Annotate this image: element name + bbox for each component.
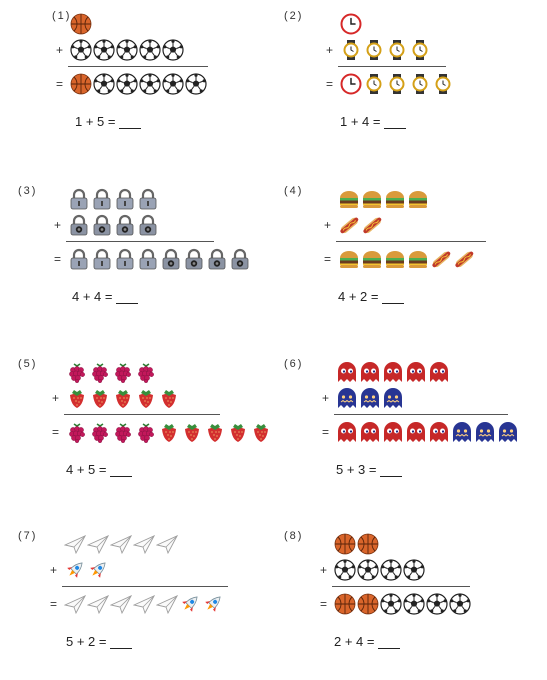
clock-icon	[340, 13, 362, 35]
strawberry-icon	[158, 421, 180, 443]
equation-text: 1 + 4 =	[340, 114, 381, 129]
second-addend-icons	[66, 387, 180, 409]
strawberry-icon	[204, 421, 226, 443]
sum-line	[334, 414, 508, 415]
plus-sign: +	[322, 391, 330, 405]
soccer-icon	[93, 39, 115, 61]
lock-icon	[137, 248, 159, 270]
addend-row	[340, 12, 362, 36]
result-icons	[68, 248, 251, 270]
sum-line	[336, 241, 486, 242]
soccer-icon	[70, 39, 92, 61]
problem-8	[284, 530, 544, 680]
hotdog-icon	[430, 248, 452, 270]
equation-text: 4 + 2 =	[338, 289, 379, 304]
burger-icon	[338, 248, 360, 270]
strawberry-icon	[135, 387, 157, 409]
ghost-red-icon	[382, 361, 404, 383]
plus-sign: +	[326, 43, 334, 57]
equation-text: 4 + 5 =	[66, 462, 107, 477]
ghost-blue-icon	[382, 387, 404, 409]
rocket-icon	[64, 559, 86, 581]
addend-row	[336, 360, 450, 384]
second-addend-icons	[68, 214, 159, 236]
raspberry-icon	[89, 361, 111, 383]
answer-blank[interactable]	[378, 636, 400, 649]
plane-icon	[64, 593, 86, 615]
raspberry-icon	[112, 421, 134, 443]
result-row	[320, 592, 471, 616]
rocket-icon	[87, 559, 109, 581]
second-addend-row	[322, 386, 404, 410]
second-addend-icons	[64, 559, 109, 581]
burger-icon	[338, 188, 360, 210]
raspberry-icon	[66, 361, 88, 383]
soccer-icon	[380, 593, 402, 615]
basketball-icon	[334, 533, 356, 555]
watch-icon	[363, 73, 385, 95]
plane-icon	[133, 593, 155, 615]
ghost-blue-icon	[497, 421, 519, 443]
problem-number: (1)	[52, 10, 72, 22]
hotdog-icon	[453, 248, 475, 270]
raspberry-icon	[135, 361, 157, 383]
problem-2	[284, 10, 544, 160]
strawberry-icon	[181, 421, 203, 443]
answer-blank[interactable]	[110, 464, 132, 477]
second-addend-row	[324, 213, 383, 237]
first-addend-icons	[68, 188, 159, 210]
first-addend-icons	[336, 361, 450, 383]
problem-6	[284, 358, 544, 508]
lock2-icon	[68, 214, 90, 236]
sum-line	[62, 586, 228, 587]
result-icons	[66, 421, 272, 443]
lock2-icon	[206, 248, 228, 270]
hotdog-icon	[338, 214, 360, 236]
lock-icon	[68, 248, 90, 270]
soccer-icon	[162, 39, 184, 61]
plus-sign: +	[52, 391, 60, 405]
watch-icon	[386, 73, 408, 95]
watch-icon	[409, 39, 431, 61]
problem-number: (8)	[284, 530, 304, 542]
plane-icon	[87, 593, 109, 615]
addend-row	[70, 12, 92, 36]
first-addend-icons	[64, 533, 178, 555]
result-row	[56, 72, 207, 96]
result-icons	[340, 73, 454, 95]
soccer-icon	[357, 559, 379, 581]
ghost-red-icon	[428, 361, 450, 383]
sum-line	[332, 586, 470, 587]
burger-icon	[407, 188, 429, 210]
result-row	[326, 72, 454, 96]
soccer-icon	[162, 73, 184, 95]
burger-icon	[361, 248, 383, 270]
soccer-icon	[185, 73, 207, 95]
second-addend-icons	[336, 387, 404, 409]
result-icons	[334, 593, 471, 615]
equation-text: 4 + 4 =	[72, 289, 113, 304]
basketball-icon	[357, 593, 379, 615]
equals-sign: =	[54, 252, 62, 266]
sum-line	[66, 241, 214, 242]
strawberry-icon	[89, 387, 111, 409]
equation	[336, 462, 402, 477]
problem-number: (6)	[284, 358, 304, 370]
ghost-red-icon	[382, 421, 404, 443]
soccer-icon	[93, 73, 115, 95]
addend-row	[338, 187, 429, 211]
ghost-red-icon	[336, 421, 358, 443]
equation-text: 2 + 4 =	[334, 634, 375, 649]
basketball-icon	[70, 13, 92, 35]
rocket-icon	[202, 593, 224, 615]
equation	[75, 114, 141, 129]
raspberry-icon	[66, 421, 88, 443]
problem-number: (3)	[18, 185, 38, 197]
problem-5	[18, 358, 278, 508]
rocket-icon	[179, 593, 201, 615]
lock2-icon	[229, 248, 251, 270]
lock2-icon	[160, 248, 182, 270]
strawberry-icon	[66, 387, 88, 409]
result-row	[322, 420, 519, 444]
answer-blank[interactable]	[380, 464, 402, 477]
equals-sign: =	[50, 597, 58, 611]
watch-icon	[409, 73, 431, 95]
ghost-red-icon	[405, 361, 427, 383]
second-addend-row	[320, 558, 425, 582]
soccer-icon	[449, 593, 471, 615]
ghost-blue-icon	[474, 421, 496, 443]
ghost-red-icon	[359, 361, 381, 383]
watch-icon	[340, 39, 362, 61]
ghost-red-icon	[336, 361, 358, 383]
lock-icon	[114, 248, 136, 270]
soccer-icon	[380, 559, 402, 581]
equals-sign: =	[322, 425, 330, 439]
plane-icon	[133, 533, 155, 555]
equals-sign: =	[326, 77, 334, 91]
basketball-icon	[357, 533, 379, 555]
equation	[340, 114, 406, 129]
result-icons	[336, 421, 519, 443]
soccer-icon	[139, 73, 161, 95]
lock-icon	[114, 188, 136, 210]
second-addend-icons	[334, 559, 425, 581]
ghost-red-icon	[359, 421, 381, 443]
plane-icon	[156, 533, 178, 555]
plane-icon	[64, 533, 86, 555]
equation	[66, 462, 132, 477]
soccer-icon	[116, 73, 138, 95]
equals-sign: =	[52, 425, 60, 439]
strawberry-icon	[227, 421, 249, 443]
plus-sign: +	[320, 563, 328, 577]
plane-icon	[156, 593, 178, 615]
soccer-icon	[116, 39, 138, 61]
result-icons	[70, 73, 207, 95]
clock-icon	[340, 73, 362, 95]
answer-blank[interactable]	[382, 291, 404, 304]
basketball-icon	[334, 593, 356, 615]
lock-icon	[68, 188, 90, 210]
ghost-blue-icon	[336, 387, 358, 409]
watch-icon	[432, 73, 454, 95]
strawberry-icon	[158, 387, 180, 409]
second-addend-icons	[70, 39, 184, 61]
result-icons	[338, 248, 475, 270]
soccer-icon	[403, 559, 425, 581]
answer-blank[interactable]	[116, 291, 138, 304]
addend-row	[68, 187, 159, 211]
problem-number: (7)	[18, 530, 38, 542]
sum-line	[64, 414, 220, 415]
watch-icon	[386, 39, 408, 61]
equation	[334, 634, 400, 649]
second-addend-row	[54, 213, 159, 237]
result-row	[324, 247, 475, 271]
soccer-icon	[139, 39, 161, 61]
addend-row	[64, 532, 178, 556]
equation	[72, 289, 138, 304]
burger-icon	[407, 248, 429, 270]
first-addend-icons	[66, 361, 157, 383]
problem-1	[52, 10, 312, 160]
ghost-blue-icon	[451, 421, 473, 443]
second-addend-row	[52, 386, 180, 410]
plane-icon	[87, 533, 109, 555]
soccer-icon	[426, 593, 448, 615]
problem-7	[18, 530, 278, 680]
plane-icon	[110, 533, 132, 555]
equation	[338, 289, 404, 304]
result-icons	[64, 593, 224, 615]
burger-icon	[384, 188, 406, 210]
raspberry-icon	[112, 361, 134, 383]
equation	[66, 634, 132, 649]
sum-line	[68, 66, 208, 67]
plus-sign: +	[50, 563, 58, 577]
problem-4	[284, 185, 544, 335]
burger-icon	[384, 248, 406, 270]
equals-sign: =	[56, 77, 64, 91]
second-addend-row	[326, 38, 431, 62]
strawberry-icon	[112, 387, 134, 409]
strawberry-icon	[250, 421, 272, 443]
plus-sign: +	[54, 218, 62, 232]
equation-text: 1 + 5 =	[75, 114, 116, 129]
addend-row	[66, 360, 157, 384]
problem-number: (4)	[284, 185, 304, 197]
first-addend-icons	[334, 533, 379, 555]
lock2-icon	[114, 214, 136, 236]
lock2-icon	[183, 248, 205, 270]
soccer-icon	[334, 559, 356, 581]
ghost-red-icon	[428, 421, 450, 443]
ghost-blue-icon	[359, 387, 381, 409]
result-row	[50, 592, 224, 616]
lock-icon	[91, 188, 113, 210]
second-addend-icons	[340, 39, 431, 61]
lock2-icon	[137, 214, 159, 236]
sum-line	[338, 66, 446, 67]
lock-icon	[91, 248, 113, 270]
answer-blank[interactable]	[110, 636, 132, 649]
answer-blank[interactable]	[384, 116, 406, 129]
lock-icon	[137, 188, 159, 210]
raspberry-icon	[135, 421, 157, 443]
equals-sign: =	[320, 597, 328, 611]
answer-blank[interactable]	[119, 116, 141, 129]
hotdog-icon	[361, 214, 383, 236]
equation-text: 5 + 2 =	[66, 634, 107, 649]
second-addend-icons	[338, 214, 383, 236]
equation-text: 5 + 3 =	[336, 462, 377, 477]
plane-icon	[110, 593, 132, 615]
problem-number: (2)	[284, 10, 304, 22]
plus-sign: +	[56, 43, 64, 57]
basketball-icon	[70, 73, 92, 95]
result-row	[52, 420, 272, 444]
second-addend-row	[56, 38, 184, 62]
addend-row	[334, 532, 379, 556]
second-addend-row	[50, 558, 109, 582]
watch-icon	[363, 39, 385, 61]
problem-3	[18, 185, 278, 335]
ghost-red-icon	[405, 421, 427, 443]
plus-sign: +	[324, 218, 332, 232]
problem-number: (5)	[18, 358, 38, 370]
burger-icon	[361, 188, 383, 210]
first-addend-icons	[70, 13, 92, 35]
first-addend-icons	[340, 13, 362, 35]
soccer-icon	[403, 593, 425, 615]
equals-sign: =	[324, 252, 332, 266]
raspberry-icon	[89, 421, 111, 443]
first-addend-icons	[338, 188, 429, 210]
lock2-icon	[91, 214, 113, 236]
result-row	[54, 247, 251, 271]
